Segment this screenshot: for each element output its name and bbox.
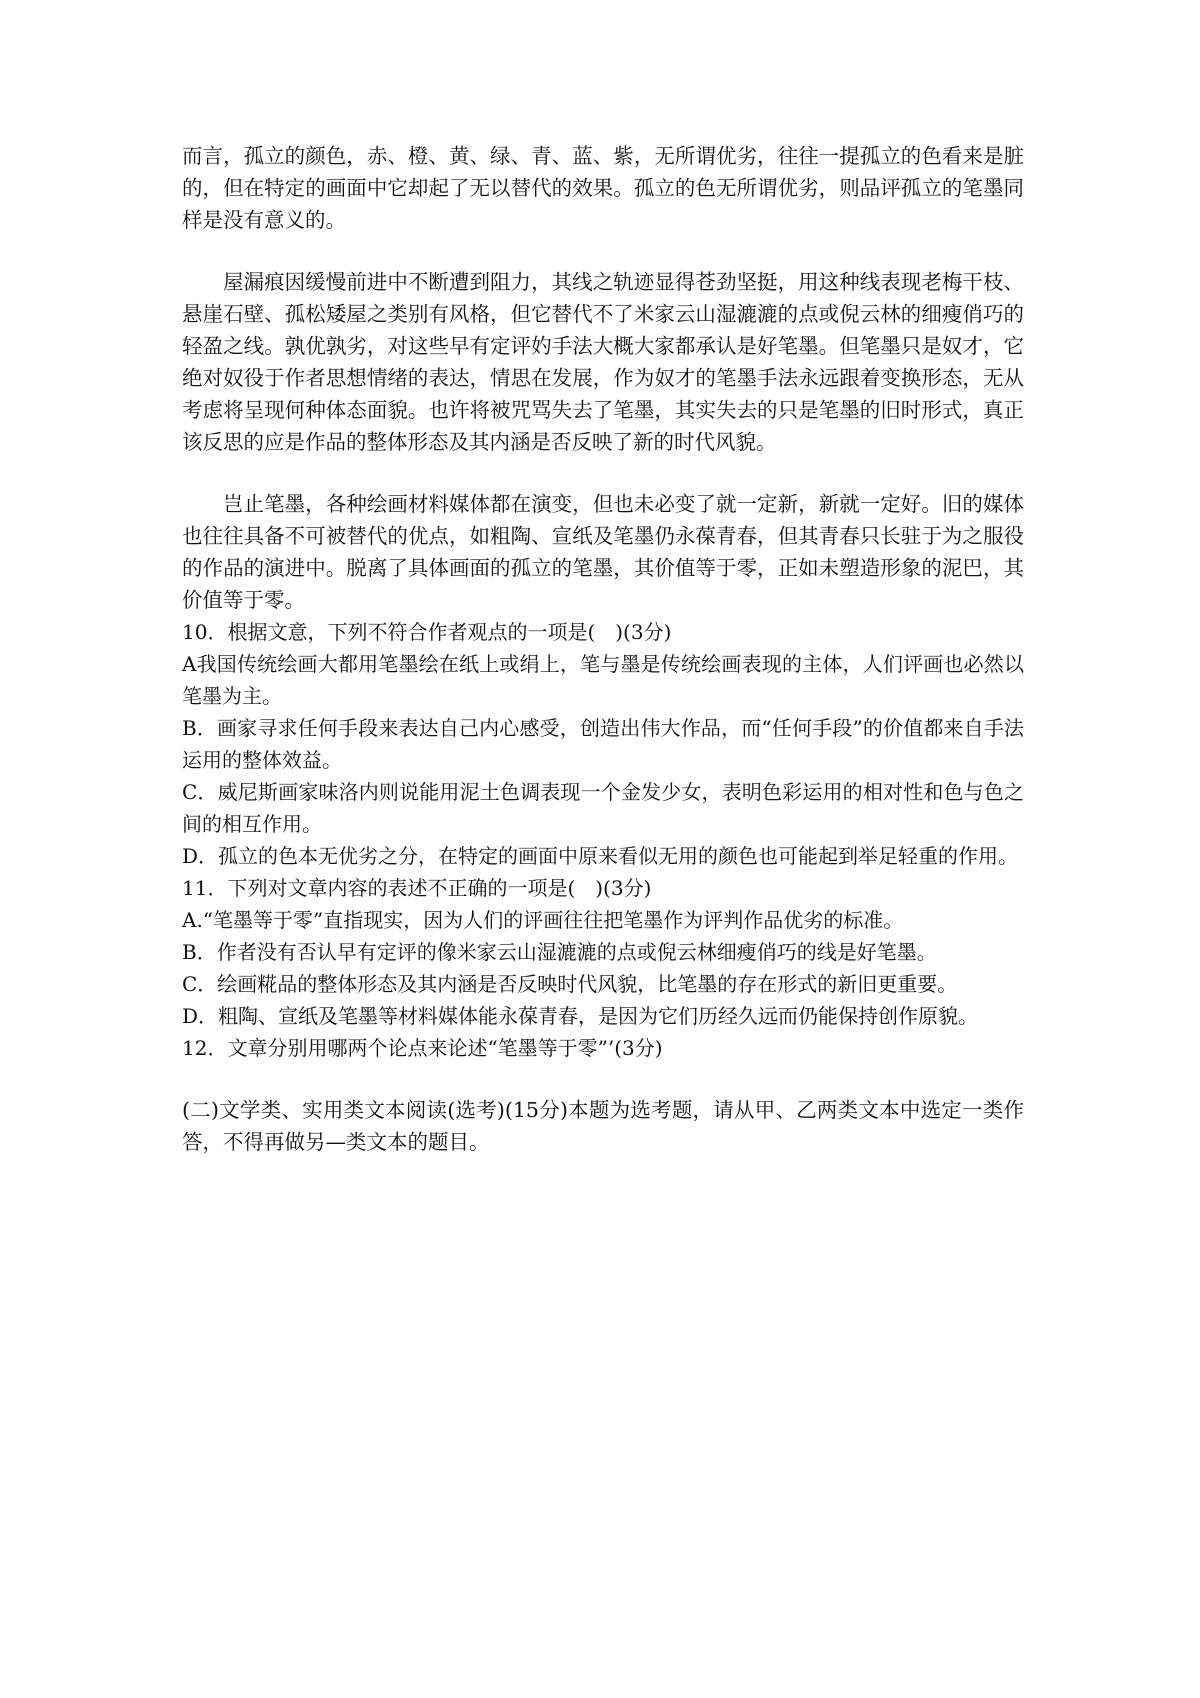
question-12-stem: 12．文章分别用哪两个论点来论述“笔墨等于零”’(3分) (182, 1036, 663, 1060)
question-10-option-c: C．威尼斯画家味洛内则说能用泥土色调表现一个金发少女，表明色彩运用的相对性和色与色之间的相互作用。 (182, 780, 1024, 836)
question-11-option-c: C．绘画糀品的整体形态及其内涵是否反映时代风貌，比笔墨的存在形式的新旧更重要。 (182, 972, 958, 996)
question-10-option-d: D．孤立的色本无优劣之分，在特定的画面中原来看似无用的颜色也可能起到举足轻重的作用。 (182, 844, 1019, 868)
passage-paragraph-3: 岂止笔墨，各种绘画材料媒体都在演变，但也未必变了就一定新，新就一定好。旧的媒体也往往具备不可被替代的优点，如粗陶、宣纸及笔墨仍永葆青春，但其青春只长驻于为之服役的作品的演进中。脱离了具体画面的孤立的笔墨，其价值等于零，正如未塑造形象的泥巴，其价值等于零。 (182, 492, 1024, 612)
question-10-option-a: A我国传统绘画大都用笔墨绘在纸上或绢上，笔与墨是传统绘画表现的主体，人们评画也必然以笔墨为主。 (182, 652, 1024, 708)
question-11-option-a: A.“笔墨等于零”直指现实，因为人们的评画往往把笔墨作为评判作品优劣的标准。 (182, 908, 904, 932)
question-10-stem: 10．根据文意，下列不符合作者观点的一项是( )(3分) (182, 620, 672, 644)
question-10-option-b: B．画家寻求任何手段来表达自己内心感受，创造出伟大作品，而“任何手段”的价值都来自手法运用的整体效益。 (182, 716, 1024, 772)
section-2-heading: (二)文学类、实用类文本阅读(选考)(15分)本题为选考题，请从甲、乙两类文本中选定一类作答，不得再做另—类文本的题目。 (182, 1098, 1024, 1154)
question-11-option-d: D．粗陶、宣纸及笔墨等材料媒体能永葆青春，是因为它们历经久远而仍能保持创作原貌。 (182, 1004, 979, 1028)
document-page (182, 140, 1024, 1158)
passage-paragraph-1: 而言，孤立的颜色，赤、橙、黄、绿、青、蓝、紫，无所谓优劣，往往一提孤立的色看来是脏的，但在特定的画面中它却起了无以替代的效果。孤立的色无所谓优劣，则品评孤立的笔墨同样是没有意义的。 (182, 144, 1024, 232)
question-11-option-b: B．作者没有否认早有定评的像米家云山湿漉漉的点或倪云林细瘦俏巧的线是好笔墨。 (182, 940, 937, 964)
passage-paragraph-2: 屋漏痕因缓慢前进中不断遭到阻力，其线之轨迹显得苍劲坚挺，用这种线表现老梅干枝、悬崖石壁、孤松矮屋之类别有风格，但它替代不了米家云山湿漉漉的点或倪云林的细瘦俏巧的轻盈之线。孰优孰劣，对这些早有定评妁手法大概大家都承认是好笔墨。但笔墨只是奴才，它绝对奴役于作者思想情绪的表达，情思在发展，作为奴才的笔墨手法永远跟着变换形态，无从考虑将呈现何种体态面貌。也许将被咒骂失去了笔墨，其实失去的只是笔墨的旧时形式，真正该反思的应是作品的整体形态及其内涵是否反映了新的时代风貌。 (182, 270, 1024, 454)
question-11-stem: 11．下列对文章内容的表述不正确的一项是( )(3分) (182, 876, 652, 900)
